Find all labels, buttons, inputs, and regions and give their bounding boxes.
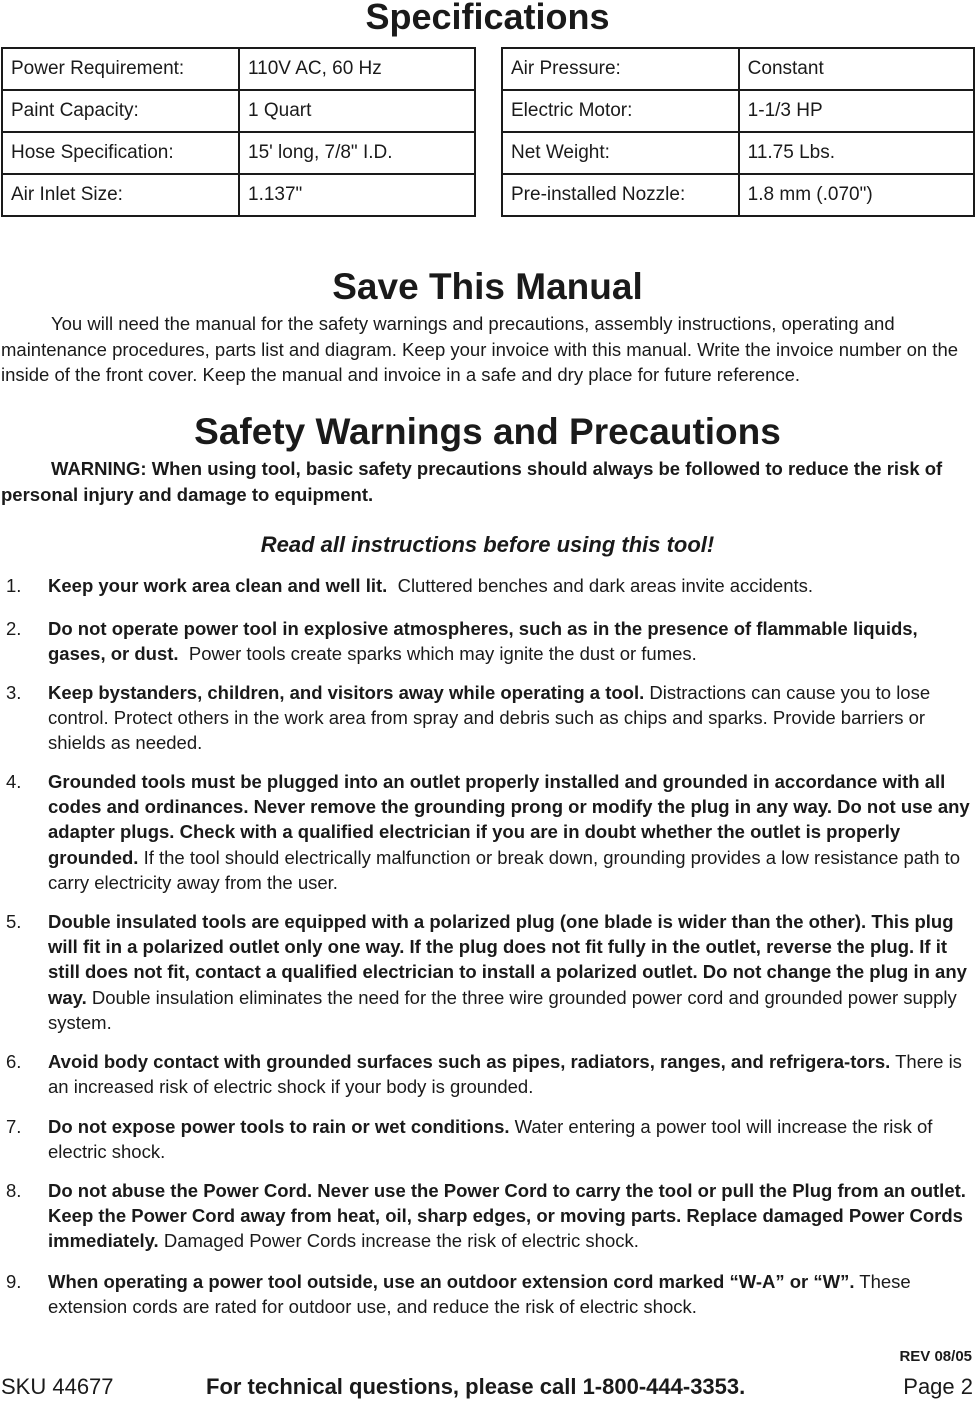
spec-row xyxy=(502,174,974,216)
save-manual-body: You will need the manual for the safety warnings and precautions, assembly instructions, operating and maintenance procedures, parts list and diagram. Keep your invoice with this manual. Write the invoice number on the inside of the front cover. Keep the manual and invoice in a safe and dry place for future reference. xyxy=(1,313,959,385)
spec-value: 1 Quart xyxy=(239,90,475,132)
item-body xyxy=(48,1178,970,1254)
spec-value: Constant xyxy=(739,48,974,90)
warning-body: WARNING: When using tool, basic safety precautions should always be followed to reduce the risk of personal injury and damage to equipment. xyxy=(1,458,943,505)
item-heading: Do not abuse the Power Cord. Never use the Power Cord to carry the tool or pull the Plug from an outlet. Keep the Power Cord away from heat, oil, sharp edges, or moving parts. Replace damaged Power Cords immediately. xyxy=(48,1180,966,1252)
item-number: 4. xyxy=(6,771,22,792)
spec-row xyxy=(2,132,475,174)
item-number: 3. xyxy=(6,682,22,703)
list-item xyxy=(0,573,975,598)
item-number: 1. xyxy=(6,575,22,596)
item-body xyxy=(48,616,970,666)
item-text: Power tools create sparks which may ignite the dust or fumes. xyxy=(188,643,697,665)
save-manual-title: Save This Manual xyxy=(332,266,643,307)
item-body xyxy=(48,680,970,756)
read-all-notice: Read all instructions before using this tool! xyxy=(260,532,715,557)
spec-label: Pre-installed Nozzle: xyxy=(502,174,739,216)
spec-row xyxy=(2,90,475,132)
item-heading: Grounded tools must be plugged into an outlet properly installed and grounded in accordance with all codes and ordinances. Never remove the grounding prong or modify the plug in any way. Do not use any adapter plugs. Check with a qualified electrician if you are in doubt whether the outlet is properly grounded. xyxy=(48,771,970,868)
spec-label: Air Pressure: xyxy=(502,48,739,90)
spec-row xyxy=(502,48,974,90)
item-text: These extension cords are rated for outdoor use, and reduce the risk of electric shock. xyxy=(48,1271,911,1318)
specs-table-left xyxy=(1,47,476,217)
item-number: 9. xyxy=(6,1271,22,1292)
item-body xyxy=(48,1049,970,1099)
list-item xyxy=(0,909,975,1035)
spec-value: 15' long, 7/8" I.D. xyxy=(239,132,475,174)
list-item xyxy=(0,1178,975,1254)
specs-table-right xyxy=(501,47,975,217)
spec-label: Electric Motor: xyxy=(502,90,739,132)
list-item xyxy=(0,616,975,666)
item-heading: Keep bystanders, children, and visitors away while operating a tool. xyxy=(48,682,645,703)
safety-title: Safety Warnings and Precautions xyxy=(194,411,781,452)
footer-page-number: Page 2 xyxy=(903,1374,973,1399)
spec-label: Paint Capacity: xyxy=(2,90,239,132)
item-heading: Avoid body contact with grounded surfaces such as pipes, radiators, ranges, and refrigera-tors. xyxy=(48,1051,891,1072)
spec-label: Net Weight: xyxy=(502,132,739,174)
item-body xyxy=(48,1114,970,1164)
item-body xyxy=(48,1269,970,1319)
spec-value: 110V AC, 60 Hz xyxy=(239,48,475,90)
item-text: Cluttered benches and dark areas invite accidents. xyxy=(397,575,814,596)
item-heading: Do not operate power tool in explosive atmospheres, such as in the presence of flammable liquids, gases, or dust. xyxy=(48,618,918,665)
spec-row xyxy=(502,90,974,132)
warning-text xyxy=(1,456,969,507)
item-heading: Do not expose power tools to rain or wet conditions. xyxy=(48,1116,510,1137)
spec-label: Power Requirement: xyxy=(2,48,239,90)
item-body xyxy=(48,769,970,895)
item-body xyxy=(48,573,970,598)
item-number: 5. xyxy=(6,911,22,932)
item-number: 6. xyxy=(6,1051,22,1072)
footer-sku: SKU 44677 xyxy=(1,1374,114,1399)
item-number: 7. xyxy=(6,1116,22,1137)
revision-label: REV 08/05 xyxy=(899,1348,972,1365)
item-text: Water entering a power tool will increase the risk of electric shock. xyxy=(48,1116,933,1163)
item-text: There is an increased risk of electric shock if your body is grounded. xyxy=(48,1051,962,1098)
spec-row xyxy=(2,174,475,216)
list-item xyxy=(0,1049,975,1099)
item-body xyxy=(48,909,970,1035)
item-number: 8. xyxy=(6,1180,22,1201)
item-text: Double insulation eliminates the need for the three wire grounded power cord and grounded power supply system. xyxy=(48,986,957,1033)
item-heading: When operating a power tool outside, use an outdoor extension cord marked “W-A” or “W”. xyxy=(48,1271,855,1292)
spec-row xyxy=(502,132,974,174)
item-text: Damaged Power Cords increase the risk of electric shock. xyxy=(163,1230,639,1252)
save-manual-text xyxy=(1,311,969,388)
spec-value: 11.75 Lbs. xyxy=(739,132,974,174)
list-item xyxy=(0,680,975,756)
list-item xyxy=(0,1114,975,1164)
spec-value: 1.8 mm (.070") xyxy=(739,174,974,216)
spec-label: Air Inlet Size: xyxy=(2,174,239,216)
spec-label: Hose Specification: xyxy=(2,132,239,174)
list-item xyxy=(0,1269,975,1319)
spec-value: 1.137" xyxy=(239,174,475,216)
spec-row xyxy=(2,48,475,90)
spec-value: 1-1/3 HP xyxy=(739,90,974,132)
item-heading: Keep your work area clean and well lit. xyxy=(48,575,388,596)
item-heading: Double insulated tools are equipped with a polarized plug (one blade is wider than the other). This plug will fit in a polarized outlet only one way. If the plug does not fit fully in the outlet, reverse the plug. If it still does not fit, contact a qualified electrician to install a polarized outlet. Do not change the plug in any way. xyxy=(48,911,967,1008)
item-number: 2. xyxy=(6,618,22,639)
item-text: If the tool should electrically malfunction or break down, grounding provides a low resistance path to carry electricity away from the user. xyxy=(48,846,961,893)
item-text: Distractions can cause you to lose control. Protect others in the work area from spray and debris such as chips and sparks. Provide barriers or shields as needed. xyxy=(48,682,931,754)
page-title: Specifications xyxy=(365,0,610,37)
footer-tech-support: For technical questions, please call 1-800-444-3353. xyxy=(206,1374,746,1399)
list-item xyxy=(0,769,975,895)
